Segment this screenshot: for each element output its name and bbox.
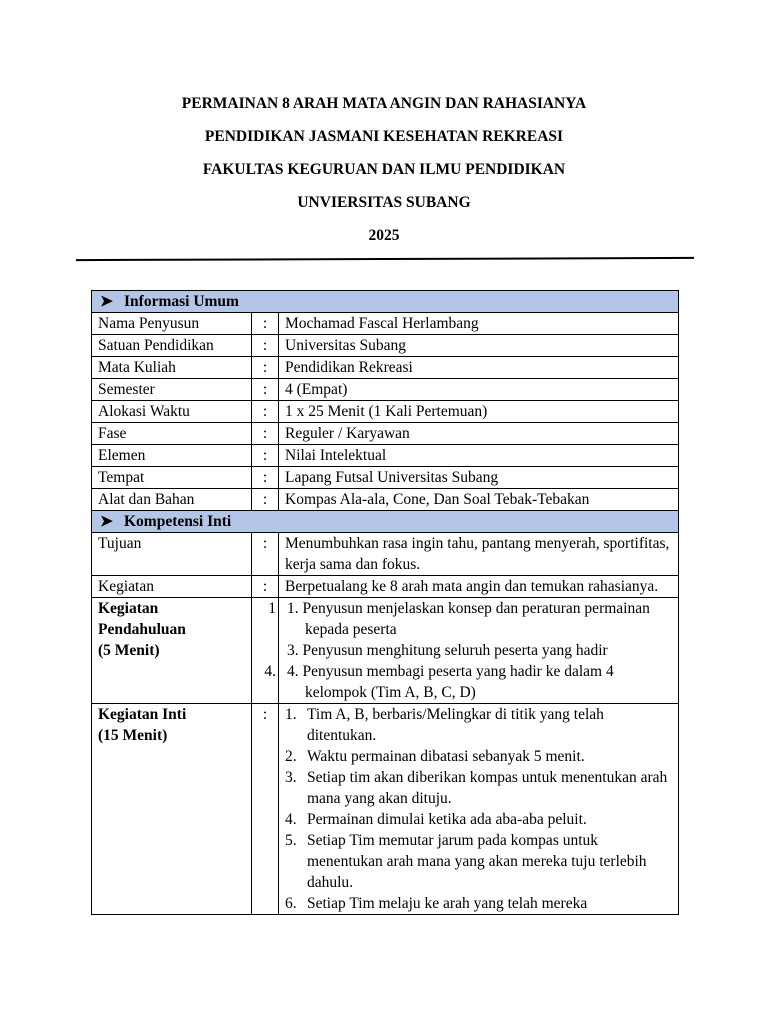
row-value: Pendidikan Rekreasi xyxy=(279,357,679,379)
step-number: 3. xyxy=(285,769,297,786)
row-separator: : xyxy=(252,533,279,576)
table-row xyxy=(92,489,679,511)
row-value: Berpetualang ke 8 arah mata angin dan temukan rahasianya. xyxy=(279,576,679,598)
label-line: Kegiatan Inti xyxy=(98,706,187,723)
list-item: 3. Penyusun menghitung seluruh peserta yang hadir xyxy=(287,642,608,659)
list-item xyxy=(285,809,672,830)
table-row xyxy=(92,379,679,401)
row-label: Satuan Pendidikan xyxy=(92,335,252,357)
table-row xyxy=(92,357,679,379)
row-label: Kegiatan xyxy=(92,576,252,598)
label-line: (5 Menit) xyxy=(98,642,160,659)
list-item xyxy=(285,767,672,809)
section-title: Informasi Umum xyxy=(124,293,239,310)
row-separator: : xyxy=(252,423,279,445)
row-label: Semester xyxy=(92,379,252,401)
table-row xyxy=(92,445,679,467)
table-row xyxy=(92,423,679,445)
row-separator: : xyxy=(252,576,279,598)
step-number: 5. xyxy=(285,832,297,849)
steps-list xyxy=(285,704,672,914)
row-value: Universitas Subang xyxy=(279,335,679,357)
label-line: Pendahuluan xyxy=(98,621,186,638)
step-text: Setiap Tim melaju ke arah yang telah mereka xyxy=(307,895,588,912)
step-number: 1. xyxy=(285,706,297,723)
label-line: Kegiatan xyxy=(98,600,159,617)
row-label xyxy=(92,704,252,915)
list-item: 4. Penyusun membagi peserta yang hadir ke dalam 4 kelompok (Tim A, B, C, D) xyxy=(287,663,614,701)
row-separator: : xyxy=(252,313,279,335)
title-line-3: FAKULTAS KEGURUAN DAN ILMU PENDIDIKAN xyxy=(202,161,566,178)
row-kegiatan-pendahuluan xyxy=(92,598,679,704)
row-label: Mata Kuliah xyxy=(92,357,252,379)
list-number: 1 xyxy=(268,600,276,617)
section-header-informasi-umum xyxy=(92,291,679,313)
row-label xyxy=(92,598,252,704)
row-value: Menumbuhkan rasa ingin tahu, pantang menyerah, sportifitas, kerja sama dan fokus. xyxy=(279,533,679,576)
row-label: Alat dan Bahan xyxy=(92,489,252,511)
row-value xyxy=(279,704,679,915)
row-value: Reguler / Karyawan xyxy=(279,423,679,445)
list-item xyxy=(285,830,672,893)
list-number: 4. xyxy=(264,663,276,680)
arrow-right-icon: ➤ xyxy=(100,293,113,310)
title-line-2: PENDIDIKAN JASMANI KESEHATAN REKREASI xyxy=(204,128,564,145)
row-value: Kompas Ala-ala, Cone, Dan Soal Tebak-Tebakan xyxy=(279,489,679,511)
label-line: (15 Menit) xyxy=(98,727,168,744)
list-item xyxy=(285,704,672,746)
row-label: Tempat xyxy=(92,467,252,489)
row-tujuan xyxy=(92,533,679,576)
row-label: Alokasi Waktu xyxy=(92,401,252,423)
table-row xyxy=(92,401,679,423)
row-separator: : xyxy=(252,445,279,467)
arrow-right-icon: ➤ xyxy=(100,513,113,530)
table-row xyxy=(92,335,679,357)
row-separator: : xyxy=(252,401,279,423)
lesson-plan-table xyxy=(91,290,679,915)
step-number: 4. xyxy=(285,811,297,828)
row-value: Lapang Futsal Universitas Subang xyxy=(279,467,679,489)
title-line-5: 2025 xyxy=(368,227,400,244)
row-value: 1 x 25 Menit (1 Kali Pertemuan) xyxy=(279,401,679,423)
row-value: Nilai Intelektual xyxy=(279,445,679,467)
row-kegiatan-inti xyxy=(92,704,679,915)
section-title: Kompetensi Inti xyxy=(124,513,232,530)
table-row xyxy=(92,467,679,489)
row-label: Fase xyxy=(92,423,252,445)
row-separator: : xyxy=(252,357,279,379)
row-label: Nama Penyusun xyxy=(92,313,252,335)
row-label: Elemen xyxy=(92,445,252,467)
step-text: Setiap tim akan diberikan kompas untuk menentukan arah mana yang akan dituju. xyxy=(307,769,668,807)
row-label: Tujuan xyxy=(92,533,252,576)
row-separator: : xyxy=(252,467,279,489)
section-header-kompetensi-inti xyxy=(92,511,679,533)
row-separator: : xyxy=(252,489,279,511)
document-header xyxy=(0,94,768,259)
row-value: 4 (Empat) xyxy=(279,379,679,401)
title-line-4: UNVIERSITAS SUBANG xyxy=(297,194,471,211)
list-number-column xyxy=(252,598,279,704)
step-number: 6. xyxy=(285,895,297,912)
row-value xyxy=(279,598,679,704)
step-number: 2. xyxy=(285,748,297,765)
step-text: Waktu permainan dibatasi sebanyak 5 menit. xyxy=(307,748,585,765)
step-text: Permainan dimulai ketika ada aba-aba peluit. xyxy=(307,811,587,828)
list-item xyxy=(285,893,672,914)
row-kegiatan xyxy=(92,576,679,598)
row-separator: : xyxy=(252,335,279,357)
step-text: Setiap Tim memutar jarum pada kompas untuk menentukan arah mana yang akan mereka tuju terlebih dahulu. xyxy=(307,832,647,891)
row-separator: : xyxy=(252,379,279,401)
list-item xyxy=(285,746,672,767)
row-value: Mochamad Fascal Herlambang xyxy=(279,313,679,335)
table-row xyxy=(92,313,679,335)
list-item: 1. Penyusun menjelaskan konsep dan peraturan permainan kepada peserta xyxy=(287,600,650,638)
row-separator: : xyxy=(252,704,279,915)
step-text: Tim A, B, berbaris/Melingkar di titik yang telah ditentukan. xyxy=(307,706,604,744)
title-line-1: PERMAINAN 8 ARAH MATA ANGIN DAN RAHASIANYA xyxy=(181,95,587,112)
